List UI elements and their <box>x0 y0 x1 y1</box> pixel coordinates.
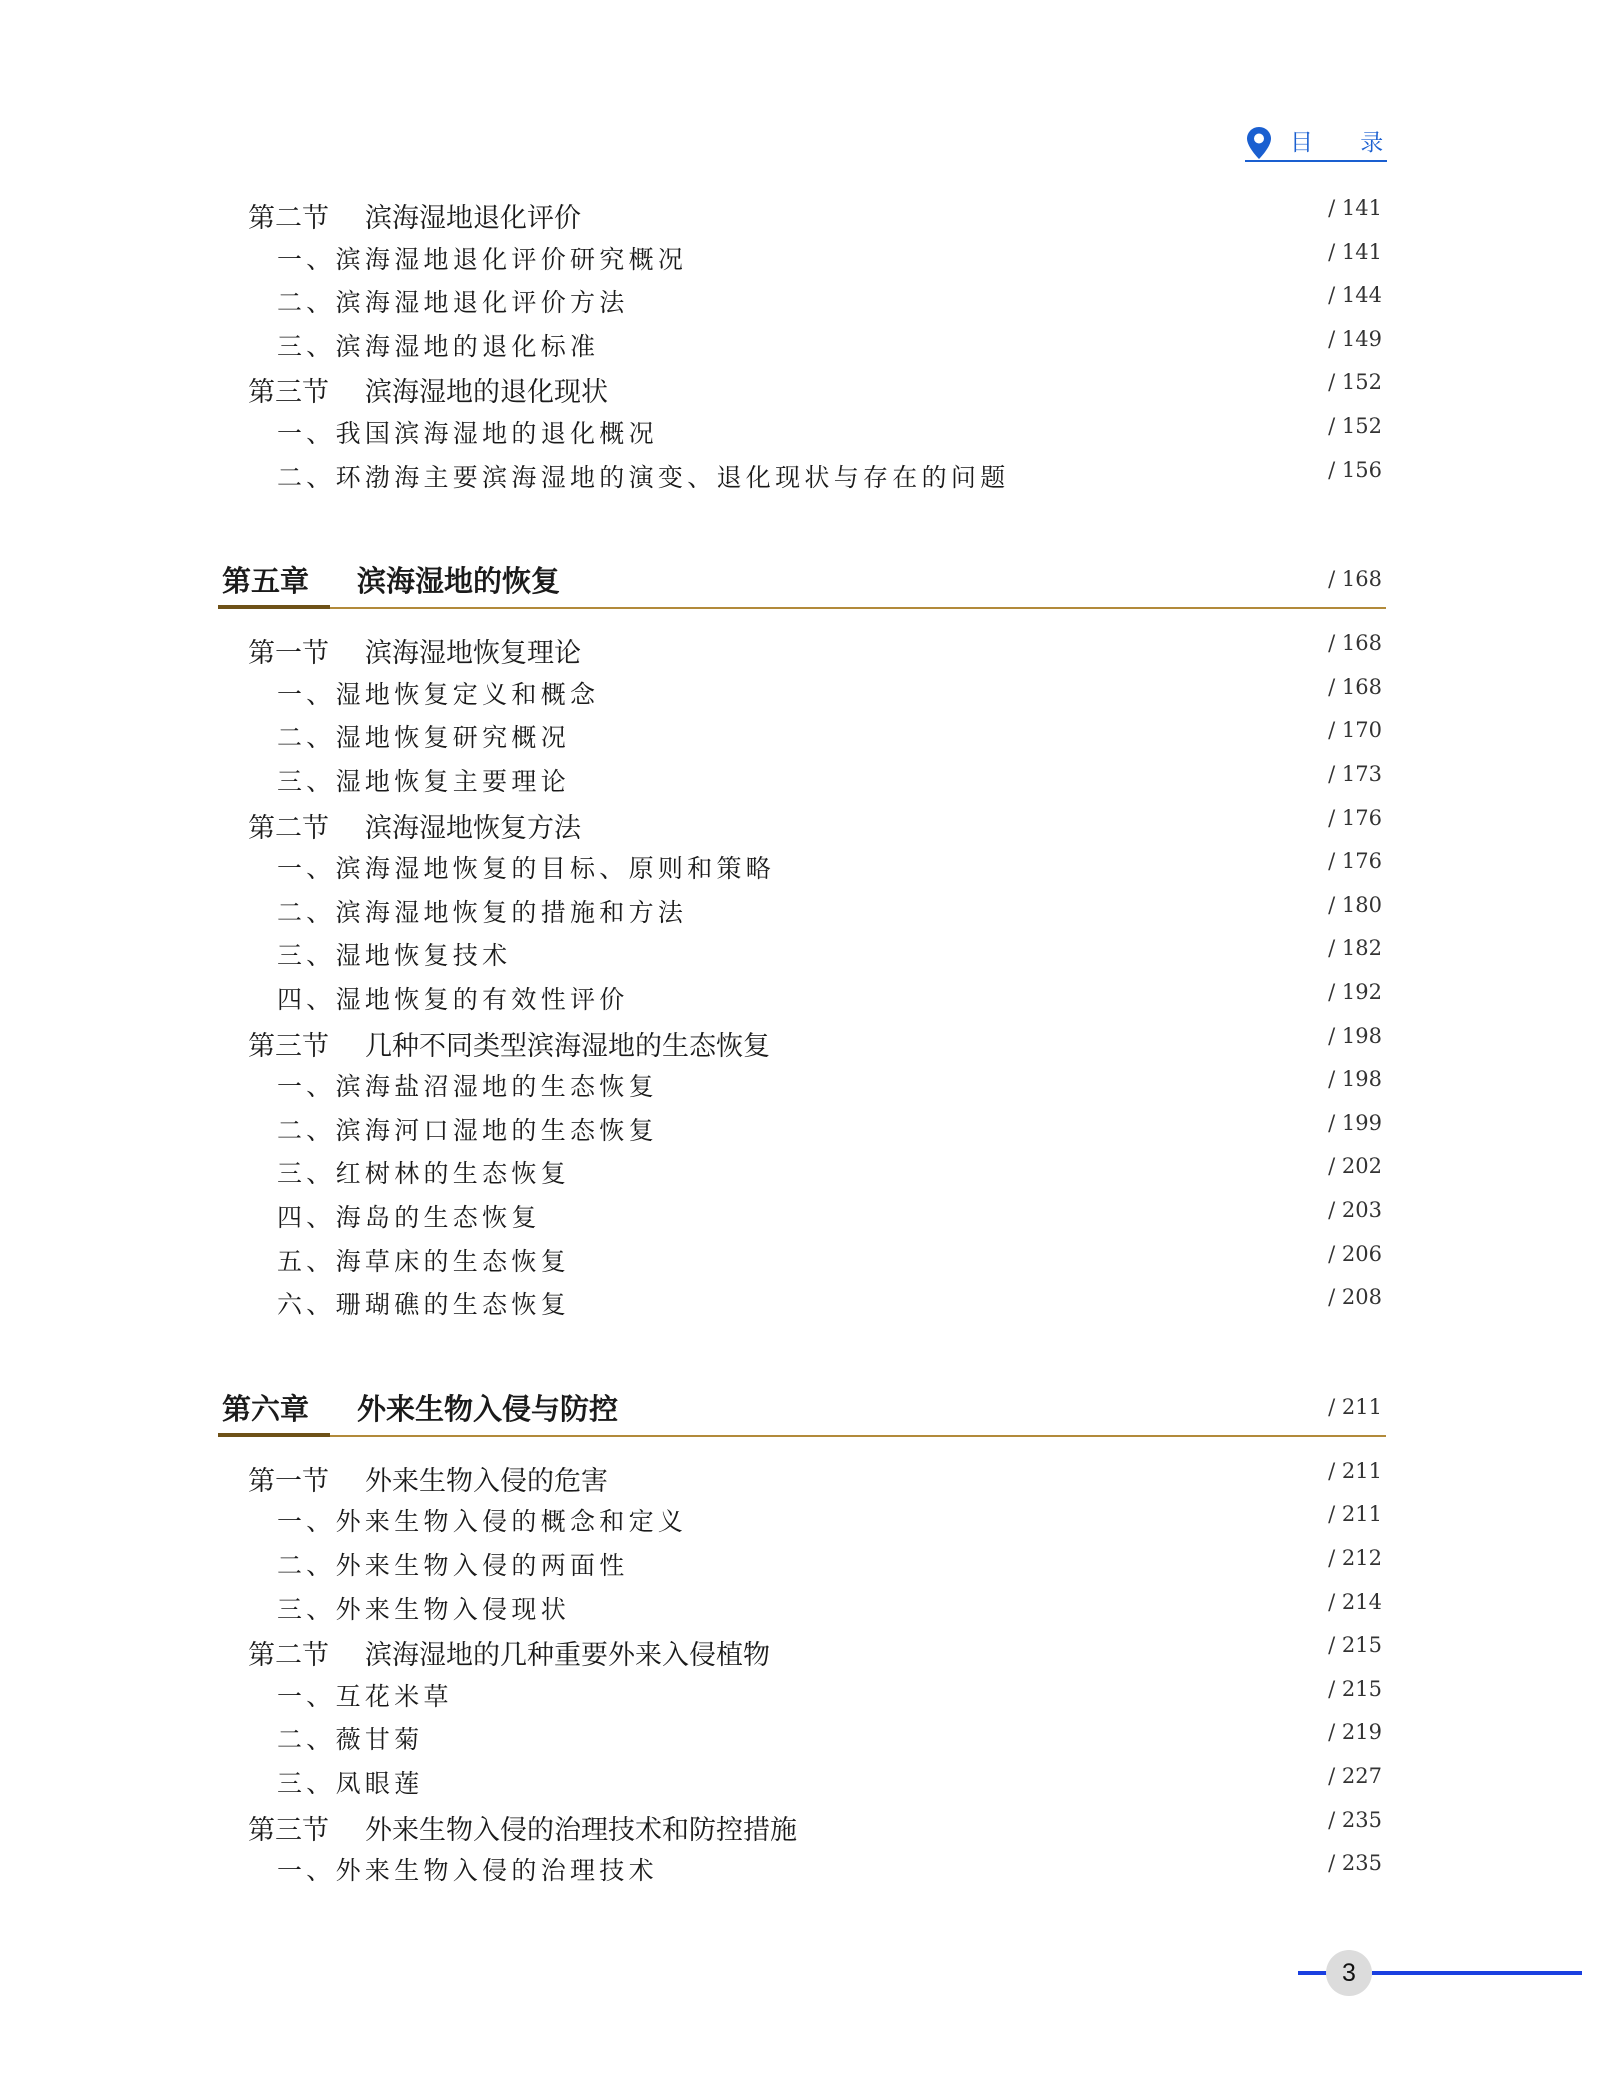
toc-page-ref: / 156 <box>1328 457 1382 482</box>
item-title: 三、滨海湿地的退化标准 <box>277 331 600 361</box>
toc-section-row[interactable] <box>0 1459 1599 1499</box>
toc-page-ref: / 168 <box>1328 674 1382 699</box>
toc-section-row[interactable] <box>0 1808 1599 1848</box>
section-label: 第三节 <box>248 1814 329 1846</box>
toc-item-row[interactable] <box>0 414 1599 454</box>
toc-entry-title <box>277 458 1010 494</box>
chapter-rule <box>218 1435 1386 1437</box>
section-label: 第一节 <box>248 638 329 670</box>
footer-rule-right <box>1372 1971 1582 1975</box>
item-title: 三、湿地恢复技术 <box>277 941 512 971</box>
item-title: 一、我国滨海湿地的退化概况 <box>277 419 658 448</box>
toc-item-row[interactable] <box>0 1851 1599 1891</box>
toc-entry-title <box>277 762 570 798</box>
toc-page-ref: / 168 <box>1328 567 1382 592</box>
toc-page-ref: / 173 <box>1328 762 1382 786</box>
toc-page-ref: / 180 <box>1328 892 1382 917</box>
toc-page-ref: / 206 <box>1328 1241 1382 1266</box>
toc-section-row[interactable] <box>0 631 1599 671</box>
item-title: 二、滨海河口湿地的生态恢复 <box>277 1115 658 1145</box>
toc-entry-title <box>248 370 608 409</box>
toc-page-ref: / 211 <box>1328 1394 1382 1419</box>
toc-item-row[interactable] <box>0 1590 1599 1630</box>
toc-page-ref: / 211 <box>1328 1458 1382 1483</box>
item-title: 二、薇甘菊 <box>277 1725 424 1755</box>
toc-entry-title <box>277 1242 570 1278</box>
toc-entry-title <box>277 414 658 450</box>
item-title: 一、湿地恢复定义和概念 <box>277 679 600 709</box>
toc-entry-title <box>277 1590 570 1626</box>
toc-page-ref: / 208 <box>1328 1285 1382 1310</box>
item-title: 二、滨海湿地退化评价方法 <box>277 288 629 318</box>
toc-item-row[interactable] <box>0 1764 1599 1804</box>
toc-page-ref: / 211 <box>1328 1502 1382 1527</box>
toc-page-ref: / 235 <box>1328 1851 1382 1876</box>
toc-item-row[interactable] <box>0 1067 1599 1107</box>
toc-entry-title <box>248 1459 608 1498</box>
section-title: 滨海湿地的退化现状 <box>365 377 608 409</box>
toc-entry-title <box>277 1677 453 1713</box>
toc-page-ref: / 214 <box>1328 1589 1382 1614</box>
toc-page-ref: / 215 <box>1328 1633 1382 1658</box>
toc-entry-title <box>277 283 629 319</box>
toc-page-ref: / 192 <box>1328 980 1382 1004</box>
toc-item-row[interactable] <box>0 1502 1599 1542</box>
section-label: 第二节 <box>248 1640 329 1672</box>
toc-entry-title <box>277 893 687 929</box>
toc-entry-title <box>277 849 775 885</box>
item-title: 四、湿地恢复的有效性评价 <box>277 985 629 1014</box>
toc-entry-title <box>277 1067 658 1103</box>
chapter-rule-accent <box>218 605 330 609</box>
chapter-rule <box>218 607 1386 609</box>
toc-entry-title <box>277 1111 658 1147</box>
toc-page-ref: / 152 <box>1328 414 1382 438</box>
item-title: 三、湿地恢复主要理论 <box>277 767 571 796</box>
toc-page-ref: / 182 <box>1328 936 1382 961</box>
item-title: 四、海岛的生态恢复 <box>277 1203 541 1232</box>
chapter-label: 第五章 <box>222 564 310 599</box>
toc-item-row[interactable] <box>0 718 1599 758</box>
toc-section-row[interactable] <box>0 196 1599 236</box>
toc-item-row[interactable] <box>0 1154 1599 1194</box>
toc-entry-title <box>277 1154 570 1190</box>
toc-entry-title <box>248 1633 770 1672</box>
item-title: 一、互花米草 <box>277 1681 453 1711</box>
toc-entry-title <box>277 675 599 711</box>
item-title: 二、外来生物入侵的两面性 <box>277 1551 629 1580</box>
toc-page-ref: / 219 <box>1328 1720 1382 1745</box>
item-title: 一、滨海盐沼湿地的生态恢复 <box>277 1072 658 1102</box>
toc-entry-title <box>277 1546 629 1582</box>
toc-page-ref: / 168 <box>1328 631 1382 656</box>
toc-page-ref: / 198 <box>1328 1023 1382 1048</box>
toc-item-row[interactable] <box>0 1720 1599 1760</box>
toc-page-ref: / 152 <box>1328 370 1382 395</box>
toc-page-ref: / 141 <box>1328 196 1382 220</box>
section-label: 第三节 <box>248 377 329 409</box>
toc-entry-title <box>248 806 581 845</box>
item-title: 三、凤眼莲 <box>277 1769 424 1798</box>
toc-item-row[interactable] <box>0 893 1599 933</box>
item-title: 二、滨海湿地恢复的措施和方法 <box>277 897 688 927</box>
item-title: 一、外来生物入侵的治理技术 <box>277 1856 658 1886</box>
chapter-label: 第六章 <box>222 1391 310 1426</box>
toc-entry-title <box>277 1720 424 1756</box>
toc-item-row[interactable] <box>0 327 1599 367</box>
section-title: 滨海湿地恢复方法 <box>365 812 581 844</box>
section-title: 外来生物入侵的治理技术和防控措施 <box>365 1814 797 1846</box>
toc-entry-title <box>277 1502 687 1538</box>
toc-page-ref: / 212 <box>1328 1546 1382 1570</box>
item-title: 五、海草床的生态恢复 <box>277 1246 571 1276</box>
toc-entry-title <box>277 240 687 276</box>
toc-chapter-row[interactable] <box>0 1387 1599 1437</box>
toc-entry-title <box>277 936 511 972</box>
toc-item-row[interactable] <box>0 240 1599 280</box>
toc-page-ref: / 202 <box>1328 1154 1382 1179</box>
toc-entry-title <box>277 1198 541 1234</box>
toc-entry-title <box>248 196 581 235</box>
toc-header-label: 目 录 <box>1290 130 1404 156</box>
toc-entry-title <box>277 718 570 754</box>
section-label: 第一节 <box>248 1465 329 1497</box>
toc-page-ref: / 227 <box>1328 1764 1382 1788</box>
toc-entry-title <box>277 1764 424 1800</box>
toc-item-row[interactable] <box>0 283 1599 323</box>
toc-entry-title <box>248 631 581 670</box>
toc-item-row[interactable] <box>0 1198 1599 1238</box>
toc-item-row[interactable] <box>0 762 1599 802</box>
toc-chapter-row[interactable] <box>0 559 1599 609</box>
section-title: 几种不同类型滨海湿地的生态恢复 <box>365 1030 770 1062</box>
toc-item-row[interactable] <box>0 675 1599 715</box>
item-title: 二、环渤海主要滨海湿地的演变、退化现状与存在的问题 <box>277 462 1010 492</box>
toc-item-row[interactable] <box>0 1546 1599 1586</box>
item-title: 一、滨海湿地退化评价研究概况 <box>277 244 688 274</box>
toc-page-ref: / 141 <box>1328 239 1382 264</box>
toc-page-ref: / 176 <box>1328 805 1382 830</box>
section-title: 滨海湿地退化评价 <box>365 203 581 234</box>
chapter-rule-accent <box>218 1433 330 1437</box>
toc-entry-title <box>248 1024 770 1063</box>
toc-page-ref: / 170 <box>1328 718 1382 743</box>
toc-section-row[interactable] <box>0 370 1599 410</box>
toc-entry-title <box>222 1387 618 1428</box>
footer-rule-left <box>1298 1971 1328 1975</box>
toc-item-row[interactable] <box>0 936 1599 976</box>
toc-page-ref: / 215 <box>1328 1676 1382 1701</box>
toc-entry-title <box>222 559 560 600</box>
page-number: 3 <box>1326 1950 1372 1996</box>
toc-item-row[interactable] <box>0 849 1599 889</box>
item-title: 一、滨海湿地恢复的目标、原则和策略 <box>277 854 776 884</box>
section-title: 滨海湿地的几种重要外来入侵植物 <box>365 1640 770 1672</box>
section-title: 外来生物入侵的危害 <box>365 1465 608 1497</box>
toc-item-row[interactable] <box>0 1111 1599 1151</box>
toc-section-row[interactable] <box>0 1633 1599 1673</box>
toc-item-row[interactable] <box>0 1242 1599 1282</box>
toc-entry-title <box>277 1285 570 1321</box>
toc-entry-title <box>277 327 599 363</box>
toc-entry-title <box>248 1808 797 1847</box>
section-label: 第二节 <box>248 812 329 844</box>
toc-entry-title <box>277 1851 658 1887</box>
toc-page-ref: / 199 <box>1328 1110 1382 1135</box>
item-title: 二、湿地恢复研究概况 <box>277 723 571 753</box>
toc-page-ref: / 144 <box>1328 283 1382 308</box>
chapter-title: 外来生物入侵与防控 <box>357 1391 619 1426</box>
toc-section-row[interactable] <box>0 1024 1599 1064</box>
toc-page-ref: / 198 <box>1328 1067 1382 1092</box>
toc-entry-title <box>277 980 629 1016</box>
toc-item-row[interactable] <box>0 458 1599 498</box>
toc-item-row[interactable] <box>0 980 1599 1020</box>
toc-page-ref: / 203 <box>1328 1198 1382 1222</box>
toc-section-row[interactable] <box>0 806 1599 846</box>
section-label: 第二节 <box>248 203 329 234</box>
toc-page-ref: / 176 <box>1328 849 1382 874</box>
toc-page-ref: / 149 <box>1328 326 1382 351</box>
item-title: 三、外来生物入侵现状 <box>277 1594 571 1624</box>
item-title: 三、红树林的生态恢复 <box>277 1159 571 1189</box>
item-title: 一、外来生物入侵的概念和定义 <box>277 1507 688 1537</box>
toc-page-ref: / 235 <box>1328 1807 1382 1832</box>
section-label: 第三节 <box>248 1030 329 1062</box>
item-title: 六、珊瑚礁的生态恢复 <box>277 1290 571 1320</box>
toc-item-row[interactable] <box>0 1677 1599 1717</box>
chapter-title: 滨海湿地的恢复 <box>357 564 561 599</box>
section-title: 滨海湿地恢复理论 <box>365 638 581 670</box>
toc-item-row[interactable] <box>0 1285 1599 1325</box>
